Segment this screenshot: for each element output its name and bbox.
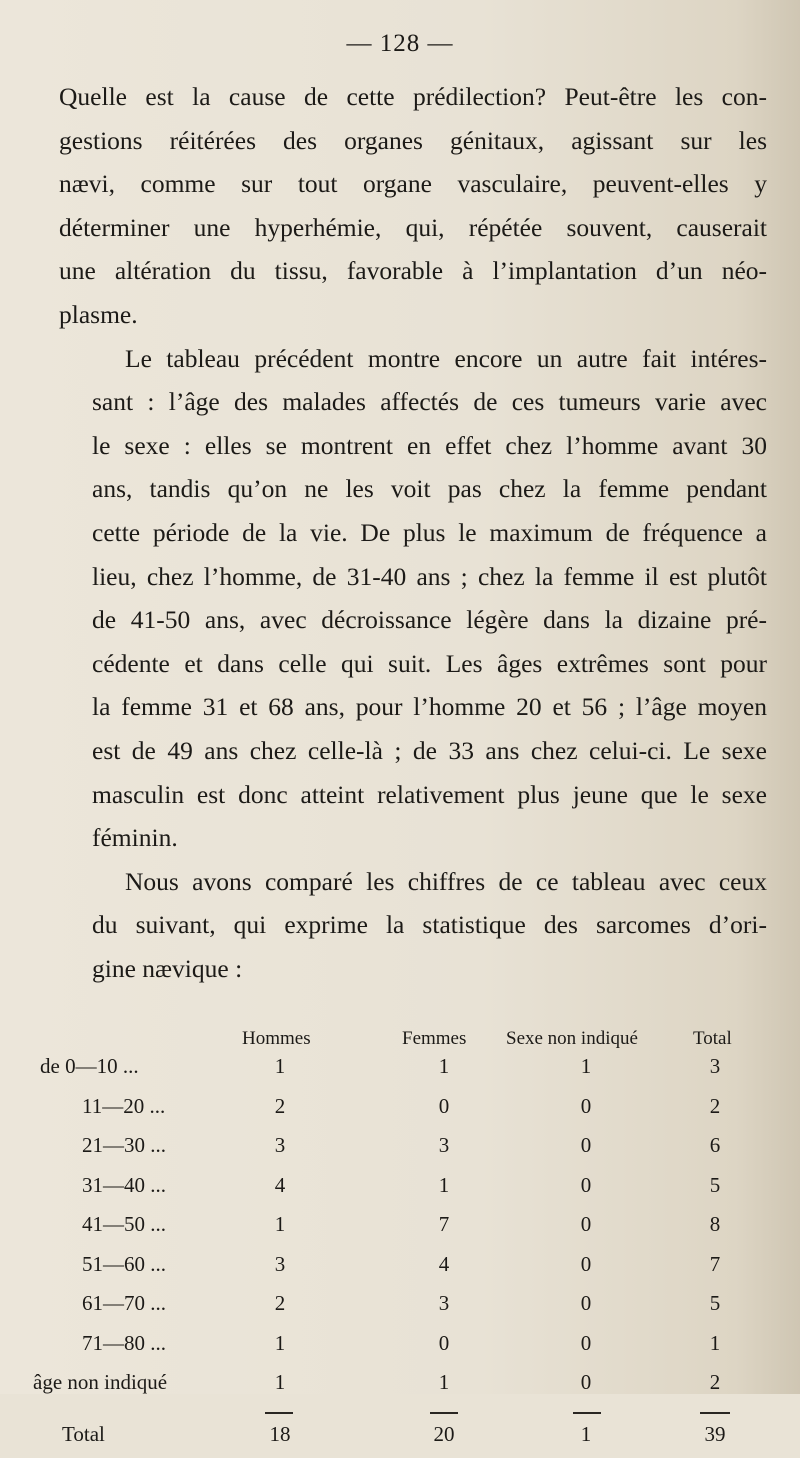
table-row [40, 1054, 760, 1094]
column-header-total: Total [693, 1028, 732, 1049]
table-row [40, 1173, 760, 1213]
table-cell: 2 [709, 1093, 721, 1118]
total-total: 39 [704, 1421, 726, 1446]
paragraph-1 [59, 75, 767, 337]
total-hommes: 18 [269, 1421, 291, 1446]
text-line: cédente et dans celle qui suit. Les âges extrêmes sont pour [92, 648, 767, 678]
row-label: 51—60 ... [82, 1251, 166, 1276]
row-label: 71—80 ... [82, 1330, 166, 1355]
table-cell: 1 [274, 1054, 286, 1078]
text-line: gestions réitérées des organes génitaux, agissant sur les [59, 125, 767, 155]
table-body [33, 1054, 760, 1410]
table-total-row [40, 1422, 760, 1458]
table-cell: 0 [438, 1093, 450, 1118]
table-cell: 1 [438, 1370, 450, 1394]
column-header-sexe-non-indique: Sexe non indiqué [506, 1028, 638, 1049]
text-line: du suivant, qui exprime la statistique des sarcomes d’ori- [92, 910, 767, 940]
table-row [40, 1212, 760, 1252]
table-cell: 1 [274, 1330, 286, 1355]
statistics-table [33, 1018, 760, 1458]
table-cell: 1 [709, 1330, 721, 1355]
table-row [40, 1094, 760, 1134]
table-header [40, 1018, 760, 1054]
table-cell: 4 [274, 1172, 286, 1197]
row-label: 41—50 ... [82, 1212, 166, 1236]
paragraph-3 [59, 860, 767, 991]
table-cell: 2 [274, 1093, 286, 1118]
text-line: le sexe : elles se montrent en effet chez l’homme avant 30 [92, 430, 767, 460]
total-label: Total [62, 1421, 105, 1446]
text-line: déterminer une hyperhémie, qui, répétée souvent, causerait [59, 212, 767, 242]
table-cell: 6 [709, 1133, 721, 1157]
text-line: sant : l’âge des malades affectés de ces tumeurs varie avec [92, 387, 767, 417]
rule [430, 1412, 458, 1414]
table-cell: 3 [438, 1291, 450, 1315]
table-cell: 0 [580, 1133, 592, 1157]
table-cell: 2 [274, 1291, 286, 1315]
table-cell: 1 [274, 1370, 286, 1394]
text-line: la femme 31 et 68 ans, pour l’homme 20 et 56 ; l’âge moyen [92, 692, 767, 722]
text-line: de 41-50 ans, avec décroissance légère dans la dizaine pré- [92, 605, 767, 635]
body-text [59, 75, 767, 990]
table-cell: 5 [709, 1172, 721, 1197]
table-cell: 3 [274, 1133, 286, 1157]
column-header-hommes: Hommes [242, 1028, 311, 1049]
table-row [40, 1252, 760, 1292]
rule [700, 1412, 730, 1414]
page-number: — 128 — [346, 30, 454, 57]
table-cell: 0 [580, 1330, 592, 1355]
row-label: 31—40 ... [82, 1172, 166, 1197]
text-line: est de 49 ans chez celle-là ; de 33 ans chez celui-ci. Le sexe [92, 735, 767, 765]
total-sexe-non-indique: 1 [580, 1421, 592, 1446]
total-femmes: 20 [433, 1421, 455, 1446]
table-cell: 2 [709, 1370, 721, 1394]
table-row [40, 1133, 760, 1173]
text-line: ans, tandis qu’on ne les voit pas chez la femme pendant [92, 474, 767, 504]
table-row [40, 1331, 760, 1371]
table-cell: 0 [580, 1212, 592, 1236]
text-line: plasme. [59, 299, 138, 329]
text-line: féminin. [92, 823, 178, 853]
table-cell: 1 [438, 1054, 450, 1078]
row-label: de 0—10 ... [40, 1054, 139, 1078]
table-cell: 4 [438, 1251, 450, 1276]
row-label: 21—30 ... [82, 1133, 166, 1157]
table-cell: 0 [580, 1251, 592, 1276]
table-cell: 8 [709, 1212, 721, 1236]
table-cell: 3 [709, 1054, 721, 1078]
text-line: une altération du tissu, favorable à l’implantation d’un néo- [59, 256, 767, 286]
row-label: 11—20 ... [82, 1093, 166, 1118]
text-line: cette période de la vie. De plus le maximum de fréquence a [92, 517, 767, 547]
text-line: masculin est donc atteint relativement plus jeune que le sexe [92, 779, 767, 809]
text-line: Quelle est la cause de cette prédilection? Peut-être les con- [59, 82, 767, 111]
table-cell: 0 [580, 1291, 592, 1315]
table-cell: 5 [709, 1291, 721, 1315]
table-cell: 1 [580, 1054, 592, 1078]
table-cell: 3 [438, 1133, 450, 1157]
table-row [40, 1291, 760, 1331]
text-line: gine nævique : [92, 953, 243, 983]
table-cell: 1 [438, 1172, 450, 1197]
total-rules [40, 1410, 760, 1422]
text-line: lieu, chez l’homme, de 31-40 ans ; chez la femme il est plutôt [92, 561, 767, 591]
paragraph-2 [59, 337, 767, 860]
text-line: nævi, comme sur tout organe vasculaire, peuvent-elles y [59, 169, 767, 199]
row-label: 61—70 ... [82, 1291, 166, 1315]
table-row [33, 1370, 760, 1410]
table-cell: 3 [274, 1251, 286, 1276]
table-cell: 1 [274, 1212, 286, 1236]
rule [573, 1412, 601, 1414]
table-cell: 0 [438, 1330, 450, 1355]
table-cell: 7 [438, 1212, 450, 1236]
rule [265, 1412, 293, 1414]
table-cell: 7 [709, 1251, 721, 1276]
column-header-femmes: Femmes [402, 1028, 467, 1049]
table-cell: 0 [580, 1370, 592, 1394]
row-label: âge non indiqué [33, 1370, 168, 1394]
table-cell: 0 [580, 1172, 592, 1197]
text-line: Le tableau précédent montre encore un autre fait intéres- [125, 343, 767, 373]
table-cell: 0 [580, 1093, 592, 1118]
text-line: Nous avons comparé les chiffres de ce tableau avec ceux [125, 866, 767, 896]
